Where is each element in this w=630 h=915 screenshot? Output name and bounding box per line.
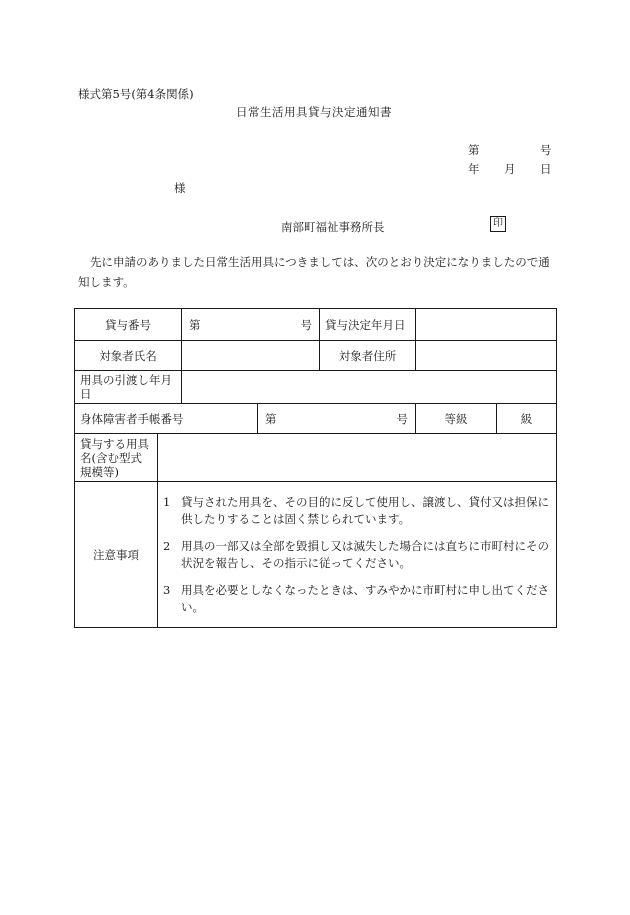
handbook-number-field[interactable]: [258, 404, 416, 434]
document-number-suffix: 号: [540, 143, 552, 157]
item-name-label: 貸与する用具名(含む型式規模等): [75, 434, 158, 482]
item-name-field[interactable]: [158, 434, 557, 482]
note-item: 1 貸与された用具を、その目的に反して使用し、譲渡し、貸付又は担保に供したりすることは固く禁じられています。: [163, 494, 549, 526]
document-title: 日常生活用具貸与決定通知書: [236, 105, 392, 119]
subject-name-field[interactable]: [182, 341, 320, 371]
loan-number-label: 貸与番号: [75, 309, 182, 341]
grade-suffix: 級: [520, 411, 533, 426]
loan-number-prefix: 第: [189, 317, 201, 332]
date-year-label: 年: [468, 162, 480, 176]
sender-name: 南部町福祉事務所長: [281, 220, 385, 234]
subject-name-label: 対象者氏名: [75, 341, 182, 371]
date-month-label: 月: [504, 162, 516, 176]
decision-date-label: 貸与決定年月日: [320, 309, 416, 341]
handbook-number-prefix: 第: [265, 411, 277, 426]
note-item: 2 用具の一部又は全部を毀損し又は滅失した場合には直ちに市町村にその状況を報告し、その指示に従ってください。: [163, 538, 549, 570]
grade-field[interactable]: [497, 404, 557, 434]
subject-address-label: 対象者住所: [320, 341, 416, 371]
delivery-date-field[interactable]: [182, 371, 557, 404]
notes-list: [158, 482, 557, 628]
decision-date-field[interactable]: [416, 309, 557, 341]
handbook-number-label: 身体障害者手帳番号: [75, 404, 258, 434]
grade-label: 等級: [416, 404, 497, 434]
document-number-prefix: 第: [468, 143, 480, 157]
notice-body-text: 先に申請のありました日常生活用具につきましては、次のとおり決定になりましたので通知します。: [78, 255, 550, 289]
addressee-suffix: 様: [174, 181, 186, 195]
handbook-number-suffix: 号: [396, 411, 408, 426]
date-day-label: 日: [540, 162, 552, 176]
loan-number-suffix: 号: [300, 317, 312, 332]
seal-mark: 印: [490, 216, 506, 232]
form-number-label: 様式第5号(第4条関係): [78, 87, 194, 101]
delivery-date-label: 用具の引渡し年月日: [75, 371, 182, 404]
subject-address-field[interactable]: [416, 341, 557, 371]
notes-label: 注意事項: [75, 482, 158, 628]
note-item: 3 用具を必要としなくなったときは、すみやかに市町村に申し出てください。: [163, 582, 549, 614]
loan-number-field[interactable]: [182, 309, 320, 341]
decision-table: [74, 308, 557, 628]
